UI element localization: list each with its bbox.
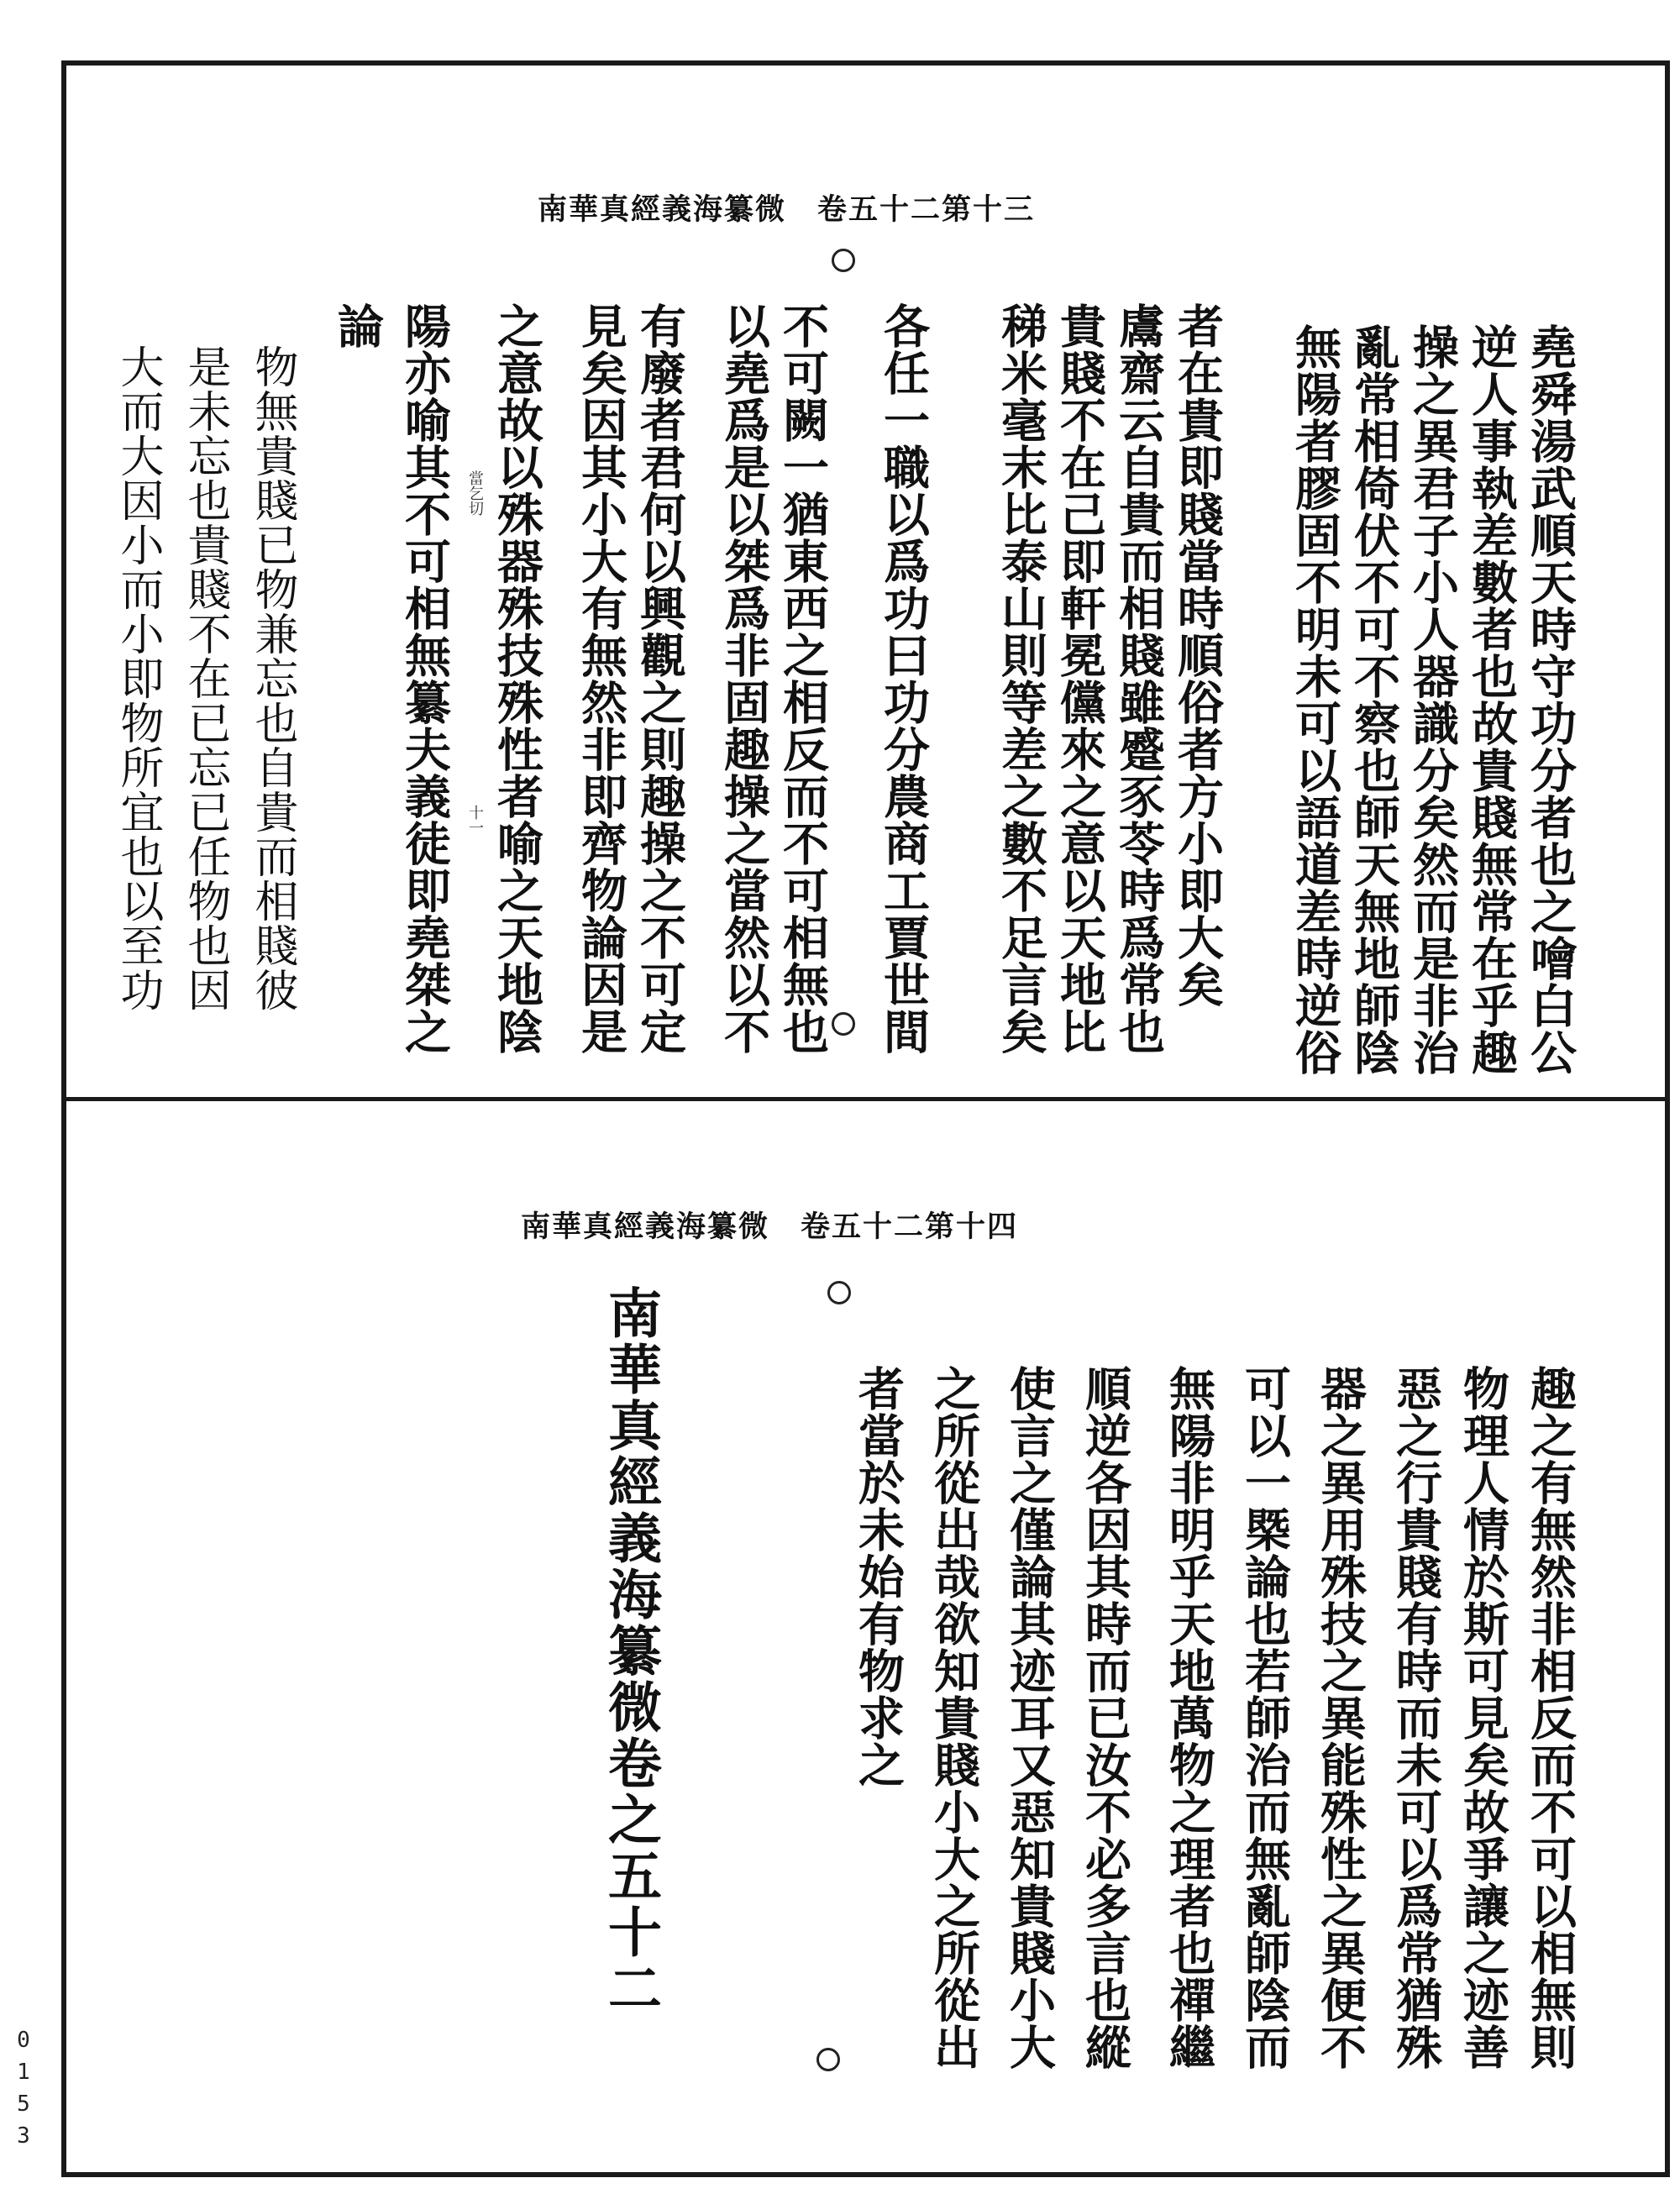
page-number: 0153 <box>17 2028 30 2149</box>
text-column: 貴賤不在己即軒冕儻來之意以天地比 <box>1053 302 1107 1055</box>
text-column: 不可闕一猶東西之相反而不可相無也 <box>775 302 830 1055</box>
circle-mark <box>827 1281 851 1304</box>
text-column: 以堯爲是以桀爲非固趣操之當然以不 <box>717 302 771 1055</box>
text-column: 順逆各因其時而已汝不必多言也縱 <box>1078 1365 1132 2070</box>
text-column: 鬳齋云自貴而相賤雖蹙豕苓時爲常也 <box>1111 302 1166 1055</box>
bottom-panel-header: 南華真經義海纂微 卷五十二第十四 <box>521 1210 1019 1244</box>
text-column: 之意故以殊器殊技殊性者喻之天地陰 <box>490 302 544 1055</box>
text-column: 趣之有無然非相反而不可以相無則 <box>1523 1365 1578 2070</box>
text-column: 者當於未始有物求之 <box>851 1365 906 1788</box>
commentary-column: 物無貴賤已物兼忘也自貴而相賤彼 <box>247 344 297 1012</box>
text-column: 者在貴即賤當時順俗者方小即大矣 <box>1170 302 1225 1008</box>
text-column: 各任一職以爲功曰功分農商工賈世間 <box>876 302 931 1055</box>
text-column: 有廢者君何以興觀之則趣操之不可定 <box>633 302 687 1055</box>
top-panel-header: 南華真經義海纂微 卷五十二第十三 <box>538 192 1036 227</box>
circle-mark <box>832 1012 855 1036</box>
text-column: 無陽非明乎天地萬物之理者也禪繼 <box>1162 1365 1216 2070</box>
text-column: 器之異用殊技之異能殊性之異便不 <box>1313 1365 1368 2070</box>
text-column: 惡之行貴賤有時而未可以爲常猶殊 <box>1389 1365 1443 2070</box>
text-column: 物理人情於斯可見矣故爭讓之迹善 <box>1456 1365 1510 2070</box>
circle-mark <box>832 249 855 272</box>
text-column: 亂常相倚伏不可不察也師天無地師陰 <box>1347 323 1401 1076</box>
text-column: 陽亦喻其不可相無纂夫義徒即堯桀之 <box>397 302 452 1055</box>
text-column: 可以一槩論也若師治而無亂師陰而 <box>1237 1365 1292 2070</box>
panel-divider <box>61 1097 1670 1101</box>
commentary-column: 是未忘也貴賤不在已忘已任物也因 <box>180 344 230 1012</box>
text-column: 見矣因其小大有無然非即齊物論因是 <box>574 302 628 1055</box>
text-column: 逆人事執差數者也故貴賤無常在乎趣 <box>1464 323 1519 1076</box>
text-column: 堯舜湯武順天時守功分者也之噲白公 <box>1523 323 1578 1076</box>
text-column: 操之異君子小人器識分矣然而是非治 <box>1405 323 1460 1076</box>
text-column: 無陽者膠固不明未可以語道差時逆俗 <box>1288 323 1342 1076</box>
chapter-end-title: 南華真經義海纂微卷之五十二 <box>599 1285 662 2017</box>
text-column: 之所從出哉欲知貴賤小大之所從出 <box>927 1365 981 2070</box>
text-column: 論 <box>330 302 385 349</box>
circle-mark <box>816 2048 840 2071</box>
folio-note: 十一 <box>466 805 484 835</box>
commentary-column: 大而大因小而小即物所宜也以至功 <box>113 344 163 1012</box>
pronunciation-note: 當乞切 <box>466 470 484 516</box>
text-column: 稊米毫末比泰山則等差之數不足言矣 <box>994 302 1048 1055</box>
text-column: 使言之僅論其迹耳又惡知貴賤小大 <box>1002 1365 1057 2070</box>
